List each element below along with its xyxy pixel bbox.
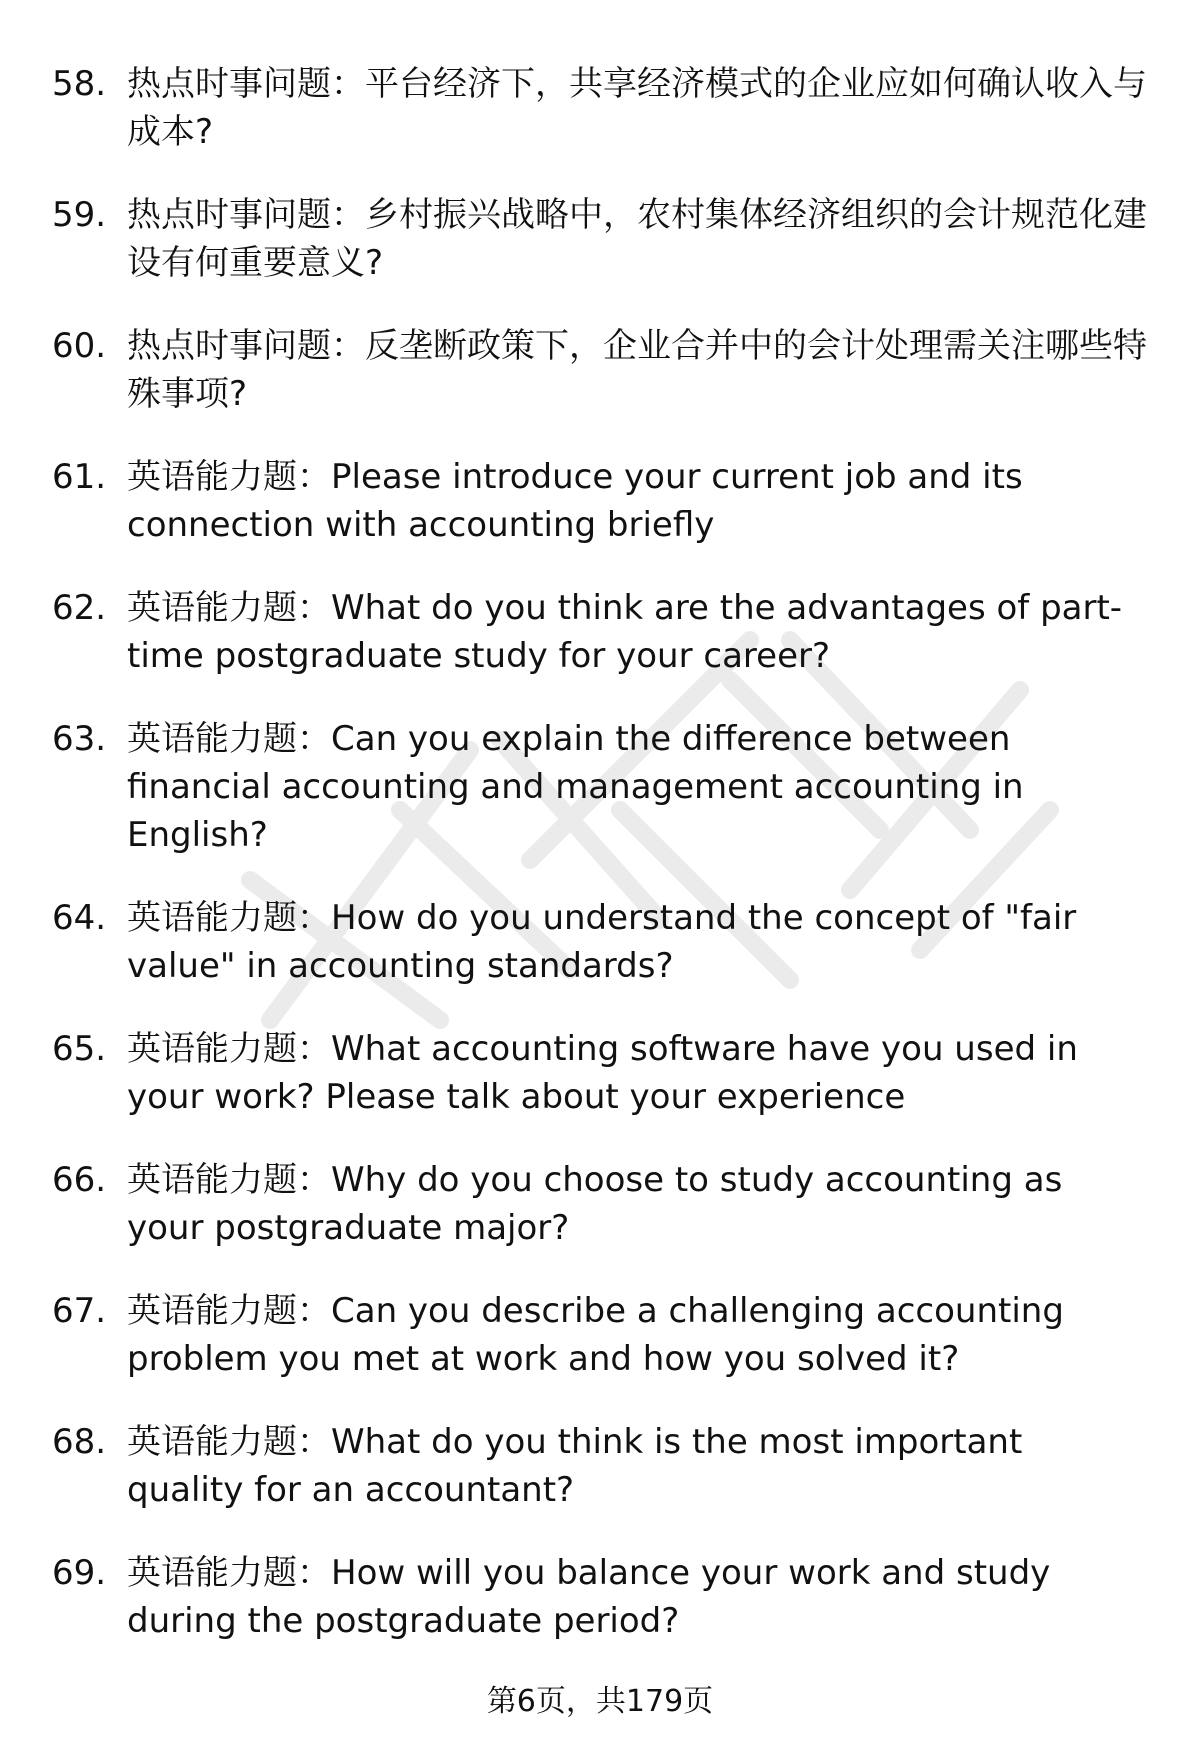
question-number: 64. (52, 898, 107, 938)
question-number: 67. (52, 1291, 107, 1331)
question-item (52, 1287, 1152, 1383)
question-number: 68. (52, 1422, 107, 1462)
question-text: 英语能力题：How do you understand the concept of "fair value" in accounting standards? (127, 898, 1077, 986)
question-text: 英语能力题：Can you explain the difference between financial accounting and management accounting in English? (127, 719, 1024, 855)
question-number: 59. (52, 195, 107, 235)
question-number: 61. (52, 457, 107, 497)
question-number: 66. (52, 1160, 107, 1200)
question-text: 热点时事问题：平台经济下，共享经济模式的企业应如何确认收入与成本? (127, 64, 1147, 152)
question-text: 英语能力题：Please introduce your current job and its connection with accounting briefly (127, 457, 1023, 545)
page-footer: 第6页，共179页 (486, 1684, 714, 1719)
question-item (52, 894, 1152, 990)
question-text: 英语能力题：Can you describe a challenging accounting problem you met at work and how you solved it? (127, 1291, 1064, 1379)
question-item (52, 1418, 1152, 1514)
question-number: 60. (52, 326, 107, 366)
question-item (52, 1549, 1152, 1645)
question-item (52, 191, 1152, 287)
question-item (52, 60, 1152, 156)
question-number: 65. (52, 1029, 107, 1069)
question-item (52, 1025, 1152, 1121)
question-text: 英语能力题：How will you balance your work and study during the postgraduate period? (127, 1553, 1051, 1641)
question-list (52, 60, 1152, 1680)
question-text: 英语能力题：Why do you choose to study accounting as your postgraduate major? (127, 1160, 1063, 1248)
question-item (52, 1156, 1152, 1252)
question-number: 63. (52, 719, 107, 759)
question-text: 英语能力题：What do you think are the advantages of part-time postgraduate study for your career? (127, 588, 1123, 676)
question-item (52, 715, 1152, 859)
question-item (52, 322, 1152, 418)
question-number: 58. (52, 64, 107, 104)
question-text: 英语能力题：What accounting software have you used in your work? Please talk about your experience (127, 1029, 1078, 1117)
question-number: 62. (52, 588, 107, 628)
question-item (52, 584, 1152, 680)
question-text: 英语能力题：What do you think is the most important quality for an accountant? (127, 1422, 1023, 1510)
question-text: 热点时事问题：反垄断政策下，企业合并中的会计处理需关注哪些特殊事项? (127, 326, 1147, 414)
question-item (52, 453, 1152, 549)
question-text: 热点时事问题：乡村振兴战略中，农村集体经济组织的会计规范化建设有何重要意义? (127, 195, 1147, 283)
question-number: 69. (52, 1553, 107, 1593)
